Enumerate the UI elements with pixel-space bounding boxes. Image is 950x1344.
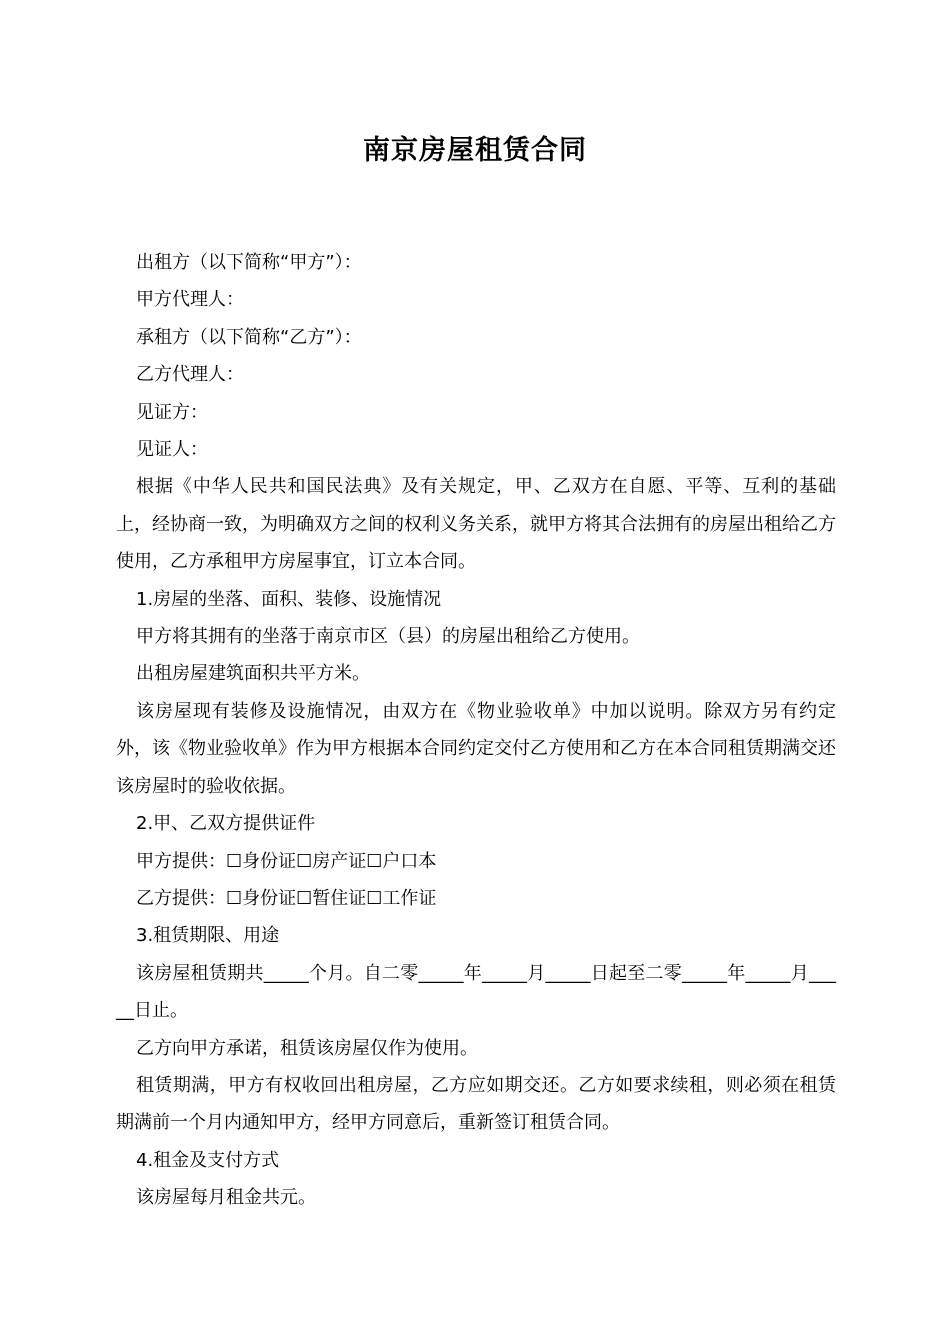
section-heading: 2.甲、乙双方提供证件 [136, 813, 316, 835]
section-heading: 3.租赁期限、用途 [136, 925, 280, 947]
section-heading: 1.房屋的坐落、面积、装修、设施情况 [136, 588, 442, 610]
clause-paragraph: 租赁期满，甲方有权收回出租房屋，乙方应如期交还。乙方如要求续租，则必须在租赁期满前一个月内通知甲方，经甲方同意后，重新签订租赁合同。 [116, 1074, 836, 1134]
lessor-line: 出租方（以下简称“甲方”）： [136, 252, 362, 273]
lessor-agent-line: 甲方代理人： [136, 289, 244, 311]
witness-person-line: 见证人： [136, 439, 208, 461]
clause-paragraph: 该房屋每月租金共元。 [136, 1187, 316, 1209]
checkbox-line: 乙方提供：☐身份证☐暂住证☐工作证 [136, 887, 437, 909]
clause-paragraph: 甲方将其拥有的坐落于南京市区（县）的房屋出租给乙方使用。 [136, 626, 640, 648]
clause-paragraph: 乙方向甲方承诺，租赁该房屋仅作为使用。 [136, 1037, 478, 1059]
document-title: 南京房屋租赁合同 [363, 135, 587, 166]
clause-paragraph: 该房屋现有装修及设施情况，由双方在《物业验收单》中加以说明。除双方另有约定外，该《物业验收单》作为甲方根据本合同约定交付乙方使用和乙方在本合同租赁期满交还该房屋时的验收依据。 [116, 700, 836, 797]
witness-party-line: 见证方： [136, 401, 208, 423]
clause-paragraph: 该房屋租赁期共_____个月。自二零_____年_____月_____日起至二零_____年_____月_____日止。 [116, 962, 836, 1022]
section-heading: 4.租金及支付方式 [136, 1149, 280, 1171]
document-body [116, 244, 836, 1217]
checkbox-line: 甲方提供：☐身份证☐房产证☐户口本 [136, 850, 437, 872]
lessee-line: 承租方（以下简称“乙方”）： [136, 326, 362, 348]
clause-paragraph: 出租房屋建筑面积共平方米。 [136, 663, 370, 685]
lessee-agent-line: 乙方代理人： [136, 364, 244, 386]
preamble-paragraph: 根据《中华人民共和国民法典》及有关规定，甲、乙双方在自愿、平等、互利的基础上，经协商一致，为明确双方之间的权利义务关系，就甲方将其合法拥有的房屋出租给乙方使用，乙方承租甲方房屋事宜，订立本合同。 [116, 476, 836, 573]
